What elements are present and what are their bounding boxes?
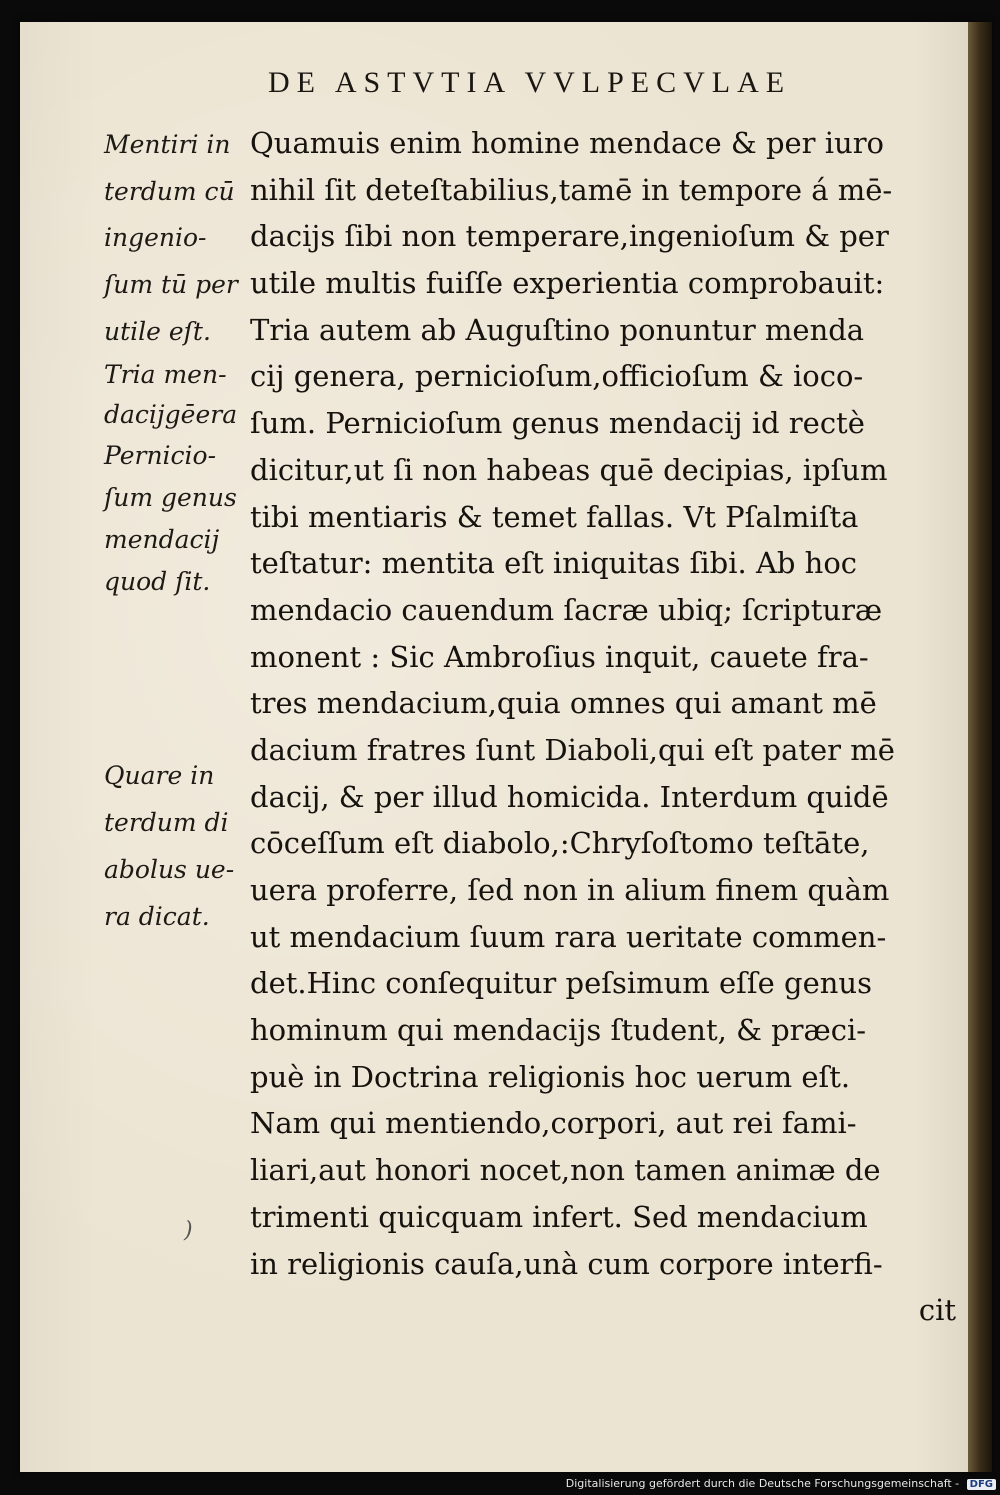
margin-note-line: Quare in [104, 761, 215, 791]
margin-note-line: Pernicio- [104, 441, 217, 471]
credit-text: Digitalisierung gefördert durch die Deutsche Forschungsgemeinschaft - [565, 1477, 960, 1490]
text-line: puè in Doctrina religionis hoc uerum eſt. [250, 1059, 851, 1094]
margin-note-line: terdum di [104, 808, 229, 838]
text-line: Quamuis enim homine mendace & per iuro [250, 126, 885, 160]
text-line: cōceſſum eſt diabolo,:Chryſoſtomo teſtāte, [250, 826, 870, 861]
margin-note-line: dacijgēera [104, 400, 238, 430]
margin-note-line: abolus ue- [104, 854, 235, 884]
digitization-credit [560, 1477, 996, 1493]
main-text-block [250, 120, 970, 1334]
text-line: liari,aut honori nocet,non tamen animæ de [250, 1153, 881, 1188]
text-line: tibi mentiaris & temet fallas. Vt Pſalmiſta [250, 499, 859, 534]
text-line: det.Hinc conſequitur peſsimum eſſe genus [250, 966, 872, 1001]
margin-note-line: Tria men- [104, 360, 227, 390]
text-line: dacij, & per illud homicida. Interdum quidē [250, 779, 889, 814]
text-line: Nam qui mentiendo,corpori, aut rei fami- [250, 1106, 857, 1141]
text-line: Tria autem ab Auguſtino ponuntur menda [250, 312, 865, 347]
text-line: mendacio cauendum ſacræ ubiq; ſcripturæ [250, 592, 883, 627]
text-line: teſtatur: mentita eſt iniquitas ſibi. Ab hoc [250, 546, 858, 581]
margin-note-line: ra dicat. [104, 901, 210, 931]
margin-notes [104, 122, 254, 940]
text-line: ut mendacium ſuum rara ueritate commen- [250, 919, 887, 954]
text-line: utile multis fuiſſe experientia comprobauit: [250, 266, 885, 301]
dfg-logo-icon: DFG [967, 1479, 996, 1490]
margin-note-1 [104, 122, 254, 355]
catchword: cit [918, 1293, 956, 1328]
text-line: uera proferre, ſed non in alium finem quàm [250, 873, 890, 907]
text-line: dacium fratres ſunt Diaboli,qui eſt pater mē [250, 732, 895, 767]
text-line: dacijs ſibi non temperare,ingenioſum & per [250, 219, 889, 254]
margin-note-2 [104, 355, 254, 435]
text-line: in religionis cauſa,unà cum corpore interfi- [250, 1246, 883, 1281]
margin-note-line: ſum tū per [104, 270, 238, 300]
margin-note-4 [104, 753, 254, 940]
text-line: tres mendacium,quia omnes qui amant mē [250, 686, 877, 721]
text-line: dicitur,ut ſi non habeas quē decipias, ipſum [250, 452, 888, 487]
margin-note-line: mendacij [104, 525, 220, 555]
text-line: monent : Sic Ambroſius inquit, cauete fra- [250, 639, 869, 674]
margin-note-line: Mentiri in [104, 130, 231, 159]
margin-note-line: ſum genus [104, 483, 237, 513]
margin-note-line: ingenio- [104, 223, 207, 253]
book-spine [968, 22, 992, 1472]
margin-spacer [104, 603, 254, 753]
stray-ink-mark: ) [184, 1218, 193, 1243]
text-line: nihil ſit deteſtabilius,tamē in tempore á mē- [250, 172, 893, 207]
margin-note-3 [104, 435, 254, 603]
margin-note-line: utile eſt. [104, 316, 211, 346]
text-line: ſum. Pernicioſum genus mendacij id rectè [250, 406, 865, 441]
text-line: trimenti quicquam infert. Sed mendacium [250, 1199, 868, 1234]
margin-note-line: quod ſit. [104, 567, 211, 597]
margin-note-line: terdum cū [104, 176, 235, 206]
running-title: DE ASTVTIA VVLPECVLAE [268, 66, 792, 99]
text-line: hominum qui mendacijs ſtudent, & præci- [250, 1013, 867, 1048]
text-line: cij genera, pernicioſum,officioſum & ioco- [250, 359, 864, 394]
